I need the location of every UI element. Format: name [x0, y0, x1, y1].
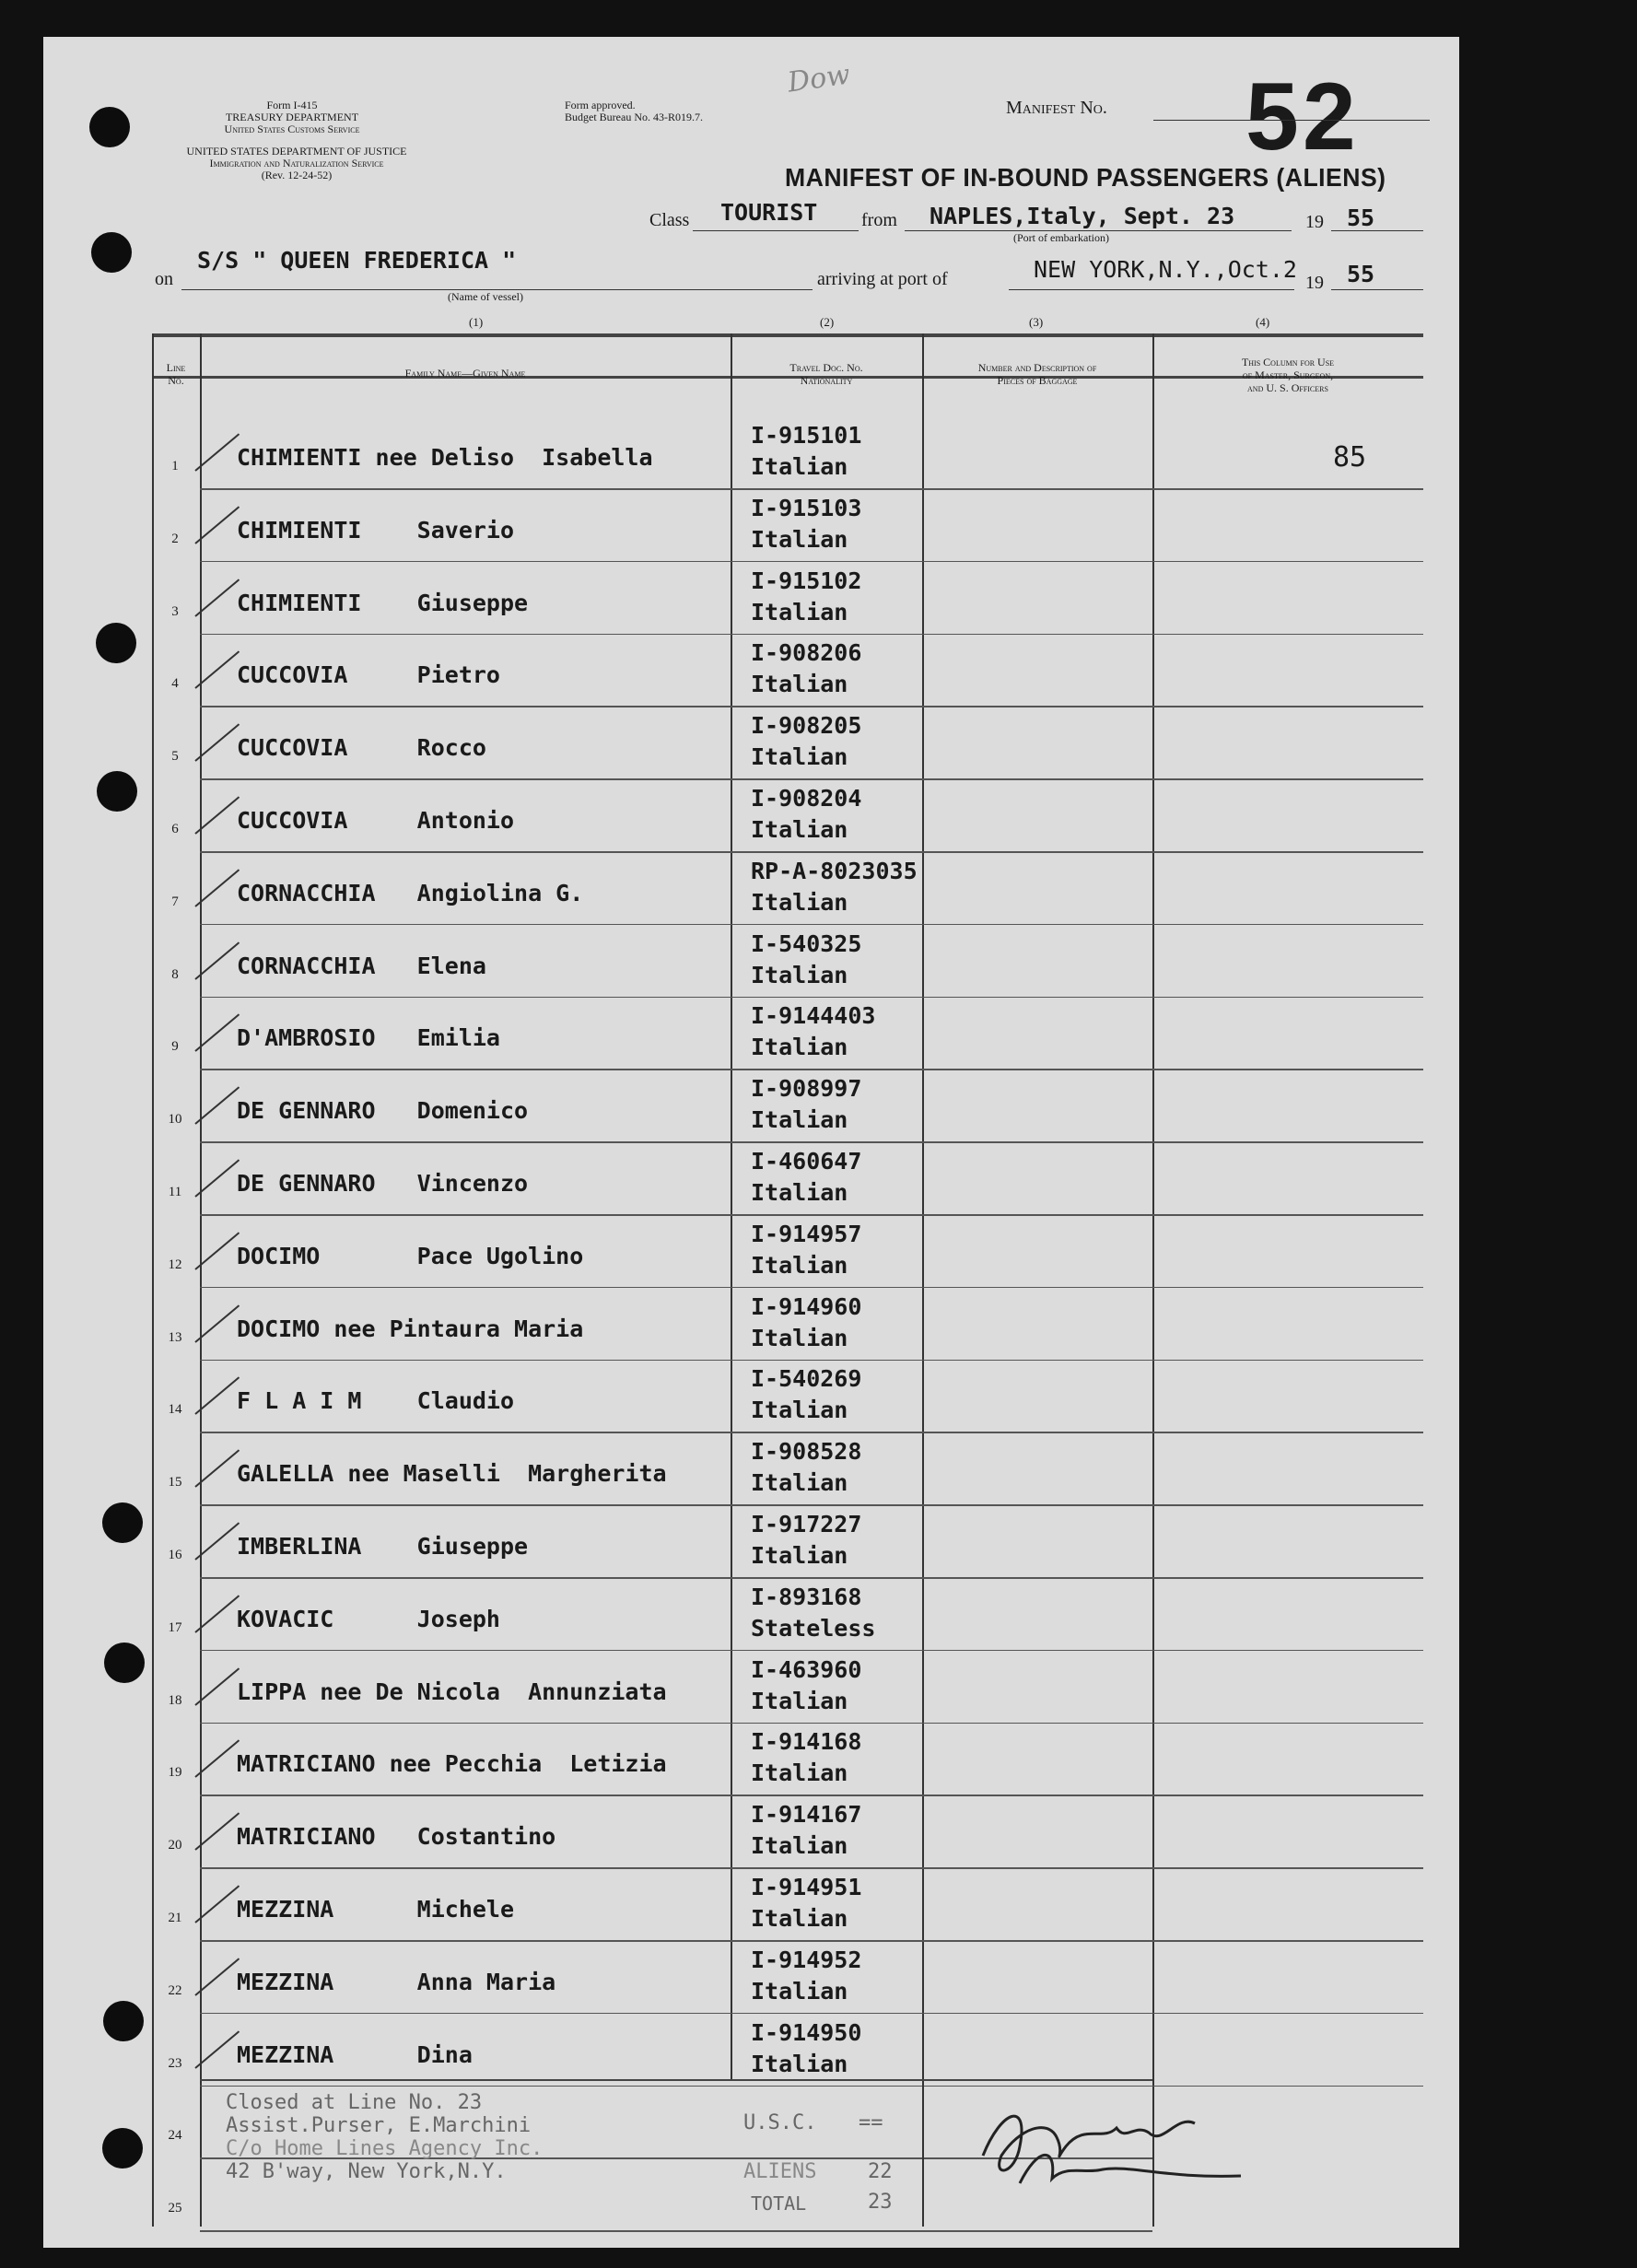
passenger-name: KOVACIC Joseph — [237, 1605, 500, 1632]
dept-block — [145, 146, 449, 181]
travel-doc-number: I-915102 — [751, 567, 862, 594]
travel-doc-number: I-917227 — [751, 1511, 862, 1537]
passenger-name: MEZZINA Michele — [237, 1896, 515, 1923]
header-line-no: Line No. — [166, 361, 186, 387]
vessel-sub: (Name of vessel) — [448, 290, 523, 303]
header-officers: This Column for Use of Master, Surgeon, and U. S. Officers — [1241, 356, 1335, 394]
year-prefix-1: 19 — [1305, 212, 1324, 232]
travel-doc-number: I-914168 — [751, 1728, 862, 1756]
nationality: Italian — [751, 1832, 848, 1860]
embark-sub: (Port of embarkation) — [1013, 231, 1109, 244]
passenger-name: CHIMIENTI Saverio — [237, 516, 515, 544]
passenger-name: DE GENNARO Domenico — [237, 1097, 529, 1125]
row-number: 20 — [168, 1838, 182, 1853]
passenger-name: MEZZINA Anna Maria — [237, 1968, 556, 1995]
class-value: TOURIST — [720, 199, 818, 226]
passenger-name: CUCCOVIA Rocco — [237, 734, 486, 762]
nationality: Italian — [751, 1542, 848, 1569]
travel-doc-number: I-908528 — [751, 1438, 862, 1466]
travel-doc-number: I-908204 — [751, 785, 862, 812]
punch-hole — [103, 2001, 144, 2041]
row-number: 12 — [168, 1257, 182, 1272]
passenger-name: MATRICIANO nee Pecchia Letizia — [237, 1750, 667, 1778]
row-number: 6 — [171, 822, 179, 836]
travel-doc-number: I-914951 — [751, 1874, 862, 1900]
passenger-name: F L A I M Claudio — [237, 1387, 515, 1415]
form-approved: Form approved. — [565, 99, 636, 111]
nationality: Italian — [751, 961, 848, 988]
row-number: 7 — [171, 894, 179, 909]
row-number: 9 — [171, 1039, 179, 1055]
passenger-name: CORNACCHIA Elena — [237, 952, 486, 979]
travel-doc-number: I-540325 — [751, 929, 862, 957]
row-number: 21 — [168, 1911, 182, 1925]
nationality: Italian — [751, 1324, 848, 1351]
header-name: Family Name—Given Name — [404, 367, 526, 380]
ins-line: Immigration and Naturalization Service — [209, 157, 384, 170]
manifest-title: MANIFEST OF IN-BOUND PASSENGERS (ALIENS) — [785, 163, 1386, 192]
nationality: Italian — [751, 1034, 848, 1061]
manifest-no-label: Manifest No. — [1006, 98, 1107, 118]
nationality: Italian — [751, 1179, 848, 1206]
revision: (Rev. 12-24-52) — [261, 169, 333, 181]
total-value: 23 — [868, 2191, 893, 2214]
row-number: 14 — [168, 1402, 182, 1418]
nationality: Italian — [751, 2050, 848, 2077]
passenger-name: CUCCOVIA Antonio — [237, 807, 515, 834]
usc-label: U.S.C. — [743, 2111, 817, 2134]
signature — [965, 2091, 1296, 2202]
travel-doc-number: I-540269 — [751, 1365, 862, 1393]
passenger-name: IMBERLINA Giuseppe — [237, 1533, 529, 1560]
class-label: Class — [649, 210, 690, 230]
nationality: Italian — [751, 743, 848, 771]
row-number: 10 — [168, 1112, 182, 1128]
year-prefix-2: 19 — [1305, 273, 1324, 293]
nationality: Italian — [751, 1469, 848, 1497]
row-number: 4 — [171, 676, 179, 692]
travel-doc-number: I-914957 — [751, 1220, 862, 1247]
travel-doc-number: I-9144403 — [751, 1002, 876, 1030]
row-number: 13 — [168, 1329, 182, 1345]
row-number: 1 — [171, 459, 179, 473]
punch-hole — [104, 1643, 145, 1683]
nationality: Italian — [751, 1106, 848, 1134]
nationality: Italian — [751, 816, 848, 843]
row-number: 17 — [168, 1619, 182, 1635]
agency-line: C/o Home Lines Agency Inc. — [226, 2137, 544, 2160]
row-number: 16 — [168, 1548, 182, 1562]
customs-service: United States Customs Service — [224, 123, 360, 135]
travel-doc-number: I-915103 — [751, 494, 862, 521]
col-num-2: (2) — [820, 315, 835, 329]
manifest-sheet — [43, 37, 1459, 2248]
passenger-name: CHIMIENTI Giuseppe — [237, 589, 529, 616]
passenger-name: DOCIMO nee Pintaura Maria — [237, 1315, 584, 1342]
nationality: Italian — [751, 671, 848, 698]
nationality: Italian — [751, 1905, 848, 1932]
usc-value: == — [859, 2111, 883, 2134]
travel-doc-number: I-463960 — [751, 1655, 862, 1683]
travel-doc-number: I-914952 — [751, 1946, 862, 1973]
purser-line: Assist.Purser, E.Marchini — [226, 2114, 532, 2137]
punch-hole — [96, 623, 136, 663]
travel-doc-number: I-908205 — [751, 712, 862, 740]
aliens-label: ALIENS — [743, 2160, 817, 2183]
year-1: 55 — [1347, 205, 1375, 231]
passenger-name: MATRICIANO Costantino — [237, 1823, 556, 1851]
travel-doc-number: I-908206 — [751, 639, 862, 667]
row-number: 23 — [168, 2055, 182, 2071]
nationality: Italian — [751, 453, 848, 480]
arrival-value: NEW YORK,N.Y.,Oct.2 — [1034, 256, 1297, 283]
row-number: 18 — [168, 1692, 182, 1708]
row-number: 22 — [168, 1982, 182, 1998]
row-number: 2 — [171, 531, 179, 546]
row-number: 3 — [171, 603, 179, 619]
col-num-4: (4) — [1256, 315, 1270, 329]
passenger-name: CUCCOVIA Pietro — [237, 661, 500, 689]
nationality: Italian — [751, 888, 848, 916]
passenger-name: D'AMBROSIO Emilia — [237, 1024, 500, 1052]
nationality: Italian — [751, 1687, 848, 1714]
on-label: on — [155, 269, 173, 289]
passenger-name: LIPPA nee De Nicola Annunziata — [237, 1678, 667, 1705]
vessel-value: S/S " QUEEN FREDERICA " — [197, 247, 517, 274]
travel-doc-number: I-914950 — [751, 2018, 862, 2046]
travel-doc-number: I-893168 — [751, 1583, 862, 1610]
passenger-name: GALELLA nee Maselli Margherita — [237, 1460, 667, 1488]
handwritten-top: Dow — [785, 58, 852, 99]
row-number: 19 — [168, 1765, 182, 1781]
header-baggage: Number and Description of Pieces of Baggage — [977, 361, 1097, 387]
nationality: Italian — [751, 1397, 848, 1424]
nationality: Italian — [751, 1759, 848, 1787]
col-num-3: (3) — [1029, 315, 1044, 329]
punch-hole — [102, 1502, 143, 1543]
treasury-dept: TREASURY DEPARTMENT — [225, 111, 359, 123]
row-number: 8 — [171, 966, 179, 982]
nationality: Italian — [751, 1977, 848, 2005]
manifest-number: 52 — [1245, 64, 1360, 170]
officer-note: 85 — [1333, 441, 1367, 473]
row-number: 25 — [168, 2201, 182, 2216]
arriving-label: arriving at port of — [817, 269, 948, 289]
nationality: Italian — [751, 525, 848, 553]
from-label: from — [861, 210, 897, 230]
travel-doc-number: RP-A-8023035 — [751, 857, 918, 884]
form-block — [214, 99, 370, 135]
punch-hole — [89, 107, 130, 147]
passenger-name: MEZZINA Dina — [237, 2040, 473, 2068]
header-travel-doc: Travel Doc. No. Nationality — [789, 361, 863, 387]
form-number: Form I-415 — [266, 99, 318, 111]
total-label: TOTAL — [751, 2192, 807, 2215]
travel-doc-number: I-914167 — [751, 1801, 862, 1829]
row-number: 5 — [171, 749, 179, 765]
travel-doc-number: I-914960 — [751, 1292, 862, 1320]
nationality: Stateless — [751, 1614, 876, 1642]
address-line: 42 B'way, New York,N.Y. — [226, 2160, 507, 2183]
punch-hole — [97, 771, 137, 812]
col-num-1: (1) — [469, 315, 484, 329]
nationality: Italian — [751, 598, 848, 625]
passenger-name: DOCIMO Pace Ugolino — [237, 1242, 584, 1269]
embark-value: NAPLES,Italy, Sept. 23 — [930, 203, 1235, 229]
budget-bureau: Budget Bureau No. 43-R019.7. — [565, 111, 703, 123]
punch-hole — [102, 2128, 143, 2169]
travel-doc-number: I-908997 — [751, 1075, 862, 1103]
passenger-name: CORNACCHIA Angiolina G. — [237, 879, 584, 906]
aliens-value: 22 — [868, 2160, 893, 2183]
row-number: 24 — [168, 2128, 182, 2144]
punch-hole — [91, 232, 132, 273]
travel-doc-number: I-460647 — [751, 1148, 862, 1175]
year-2: 55 — [1347, 261, 1375, 287]
passenger-name: CHIMIENTI nee Deliso Isabella — [237, 444, 653, 471]
travel-doc-number: I-915101 — [751, 422, 862, 449]
justice-dept: UNITED STATES DEPARTMENT OF JUSTICE — [186, 145, 407, 158]
row-number: 11 — [168, 1185, 182, 1199]
passenger-name: DE GENNARO Vincenzo — [237, 1170, 529, 1197]
row-number: 15 — [168, 1475, 182, 1491]
nationality: Italian — [751, 1251, 848, 1279]
closed-line: Closed at Line No. 23 — [226, 2091, 483, 2114]
approval-block — [565, 99, 786, 123]
